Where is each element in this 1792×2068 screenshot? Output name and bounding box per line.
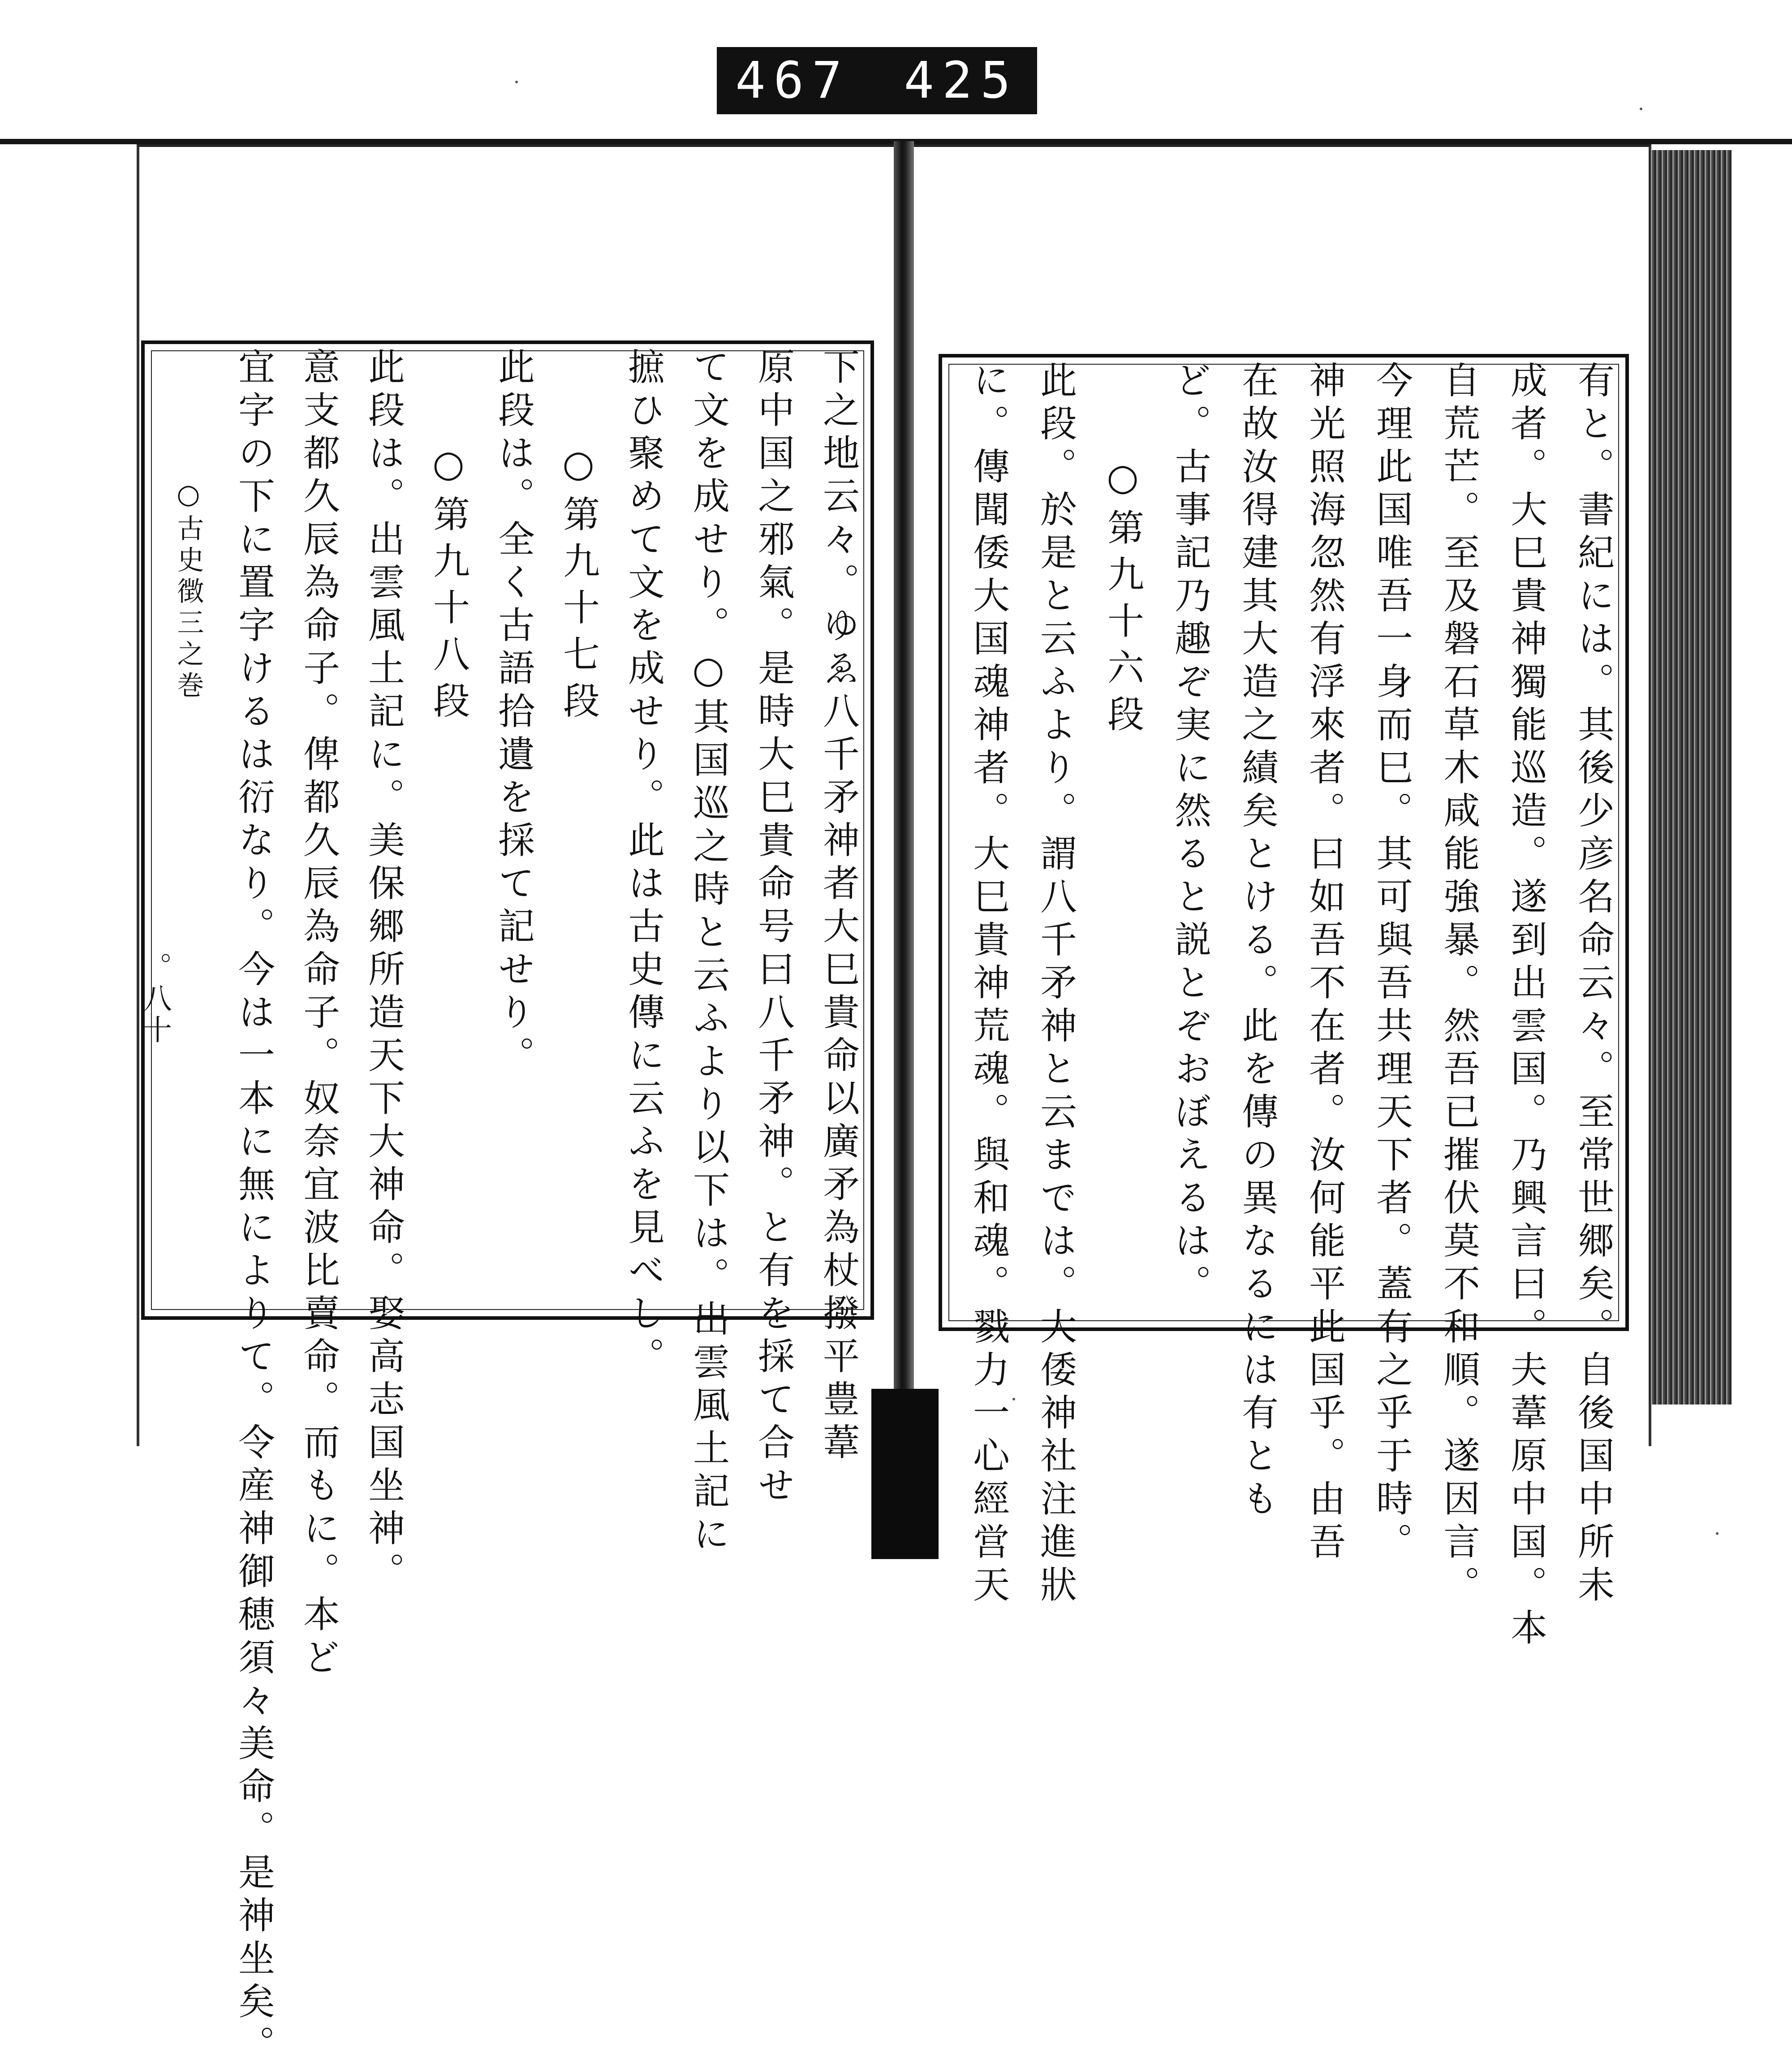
scan-speck — [1012, 1398, 1015, 1400]
book-gutter-shadow — [871, 1389, 939, 1559]
page-number: 。八十 — [138, 952, 172, 1046]
text-column: 摭ひ聚めて文を成せり。此は古史傳に云ふを見べし。 — [622, 348, 665, 1380]
section-heading: ○第九十七段 — [557, 443, 600, 728]
page-edges — [1649, 150, 1732, 1405]
volume-label: ○古史徴三之巻 — [172, 478, 204, 702]
text-column: て文を成せり。○其国巡之時と云ふより以下は。出雲風土記に — [687, 348, 730, 1558]
frame-number: 467 — [735, 52, 850, 110]
text-column: 此段は。全く古語拾遺を採て記せり。 — [492, 348, 535, 1079]
scan-speck — [1640, 108, 1642, 110]
frame-number-label — [717, 47, 1037, 114]
section-heading: ○第九十六段 — [1101, 456, 1144, 741]
scan-speck — [1716, 1532, 1719, 1535]
section-heading: ○第九十八段 — [427, 443, 470, 728]
book-gutter — [894, 141, 914, 1467]
left-page-text-frame — [138, 340, 874, 2068]
text-column: 神光照海忽然有浮來者。曰如吾不在者。汝何能平此国乎。由吾 — [1303, 361, 1346, 1565]
text-column: 意支都久辰為命子。俾都久辰為命子。奴奈宜波比賣命。而もに。本ど — [297, 348, 340, 1681]
text-column: に。傳聞倭大国魂神者。大巳貴神荒魂。與和魂。戮力一心經営天 — [967, 361, 1010, 1608]
text-column: ど。古事記乃趣ぞ実に然ると説とぞおぼえるは。 — [1168, 361, 1211, 1307]
frame-number: 425 — [904, 52, 1019, 110]
text-column: 成者。大巳貴神獨能巡造。遂到出雲国。乃興言曰。夫葦原中国。本 — [1504, 361, 1547, 1651]
text-column: 下之地云々。ゆゑ八千矛神者大巳貴命以廣矛為杖撥平豊葦 — [817, 348, 860, 1466]
text-column: 有と。書紀には。其後少彦名命云々。至常世郷矣。自後国中所未 — [1572, 361, 1615, 1608]
text-column: 宜字の下に置字けるは衍なり。今は一本に無によりて。令産神御穂須々美命。是神坐矣。 — [232, 348, 275, 2068]
text-column: 此段。於是と云ふより。謂八千矛神と云までは。大倭神社注進狀 — [1034, 361, 1077, 1608]
text-column: 此段は。出雲風土記に。美保郷所造天下大神命。娶高志国坐神。 — [362, 348, 405, 1595]
text-column: 原中国之邪氣。是時大巳貴命号曰八千矛神。と有を採て合せ — [752, 348, 795, 1509]
right-page-text-frame — [939, 354, 1629, 1651]
text-column: 今理此国唯吾一身而巳。其可與吾共理天下者。蓋有之乎于時。 — [1370, 361, 1413, 1565]
text-column: 自荒芒。至及磐石草木咸能強暴。然吾已摧伏莫不和順。遂因言。 — [1437, 361, 1480, 1608]
text-column: 在故汝得建其大造之績矣とける。此を傳の異なるには有とも — [1236, 361, 1279, 1522]
scan-speck — [515, 81, 518, 83]
